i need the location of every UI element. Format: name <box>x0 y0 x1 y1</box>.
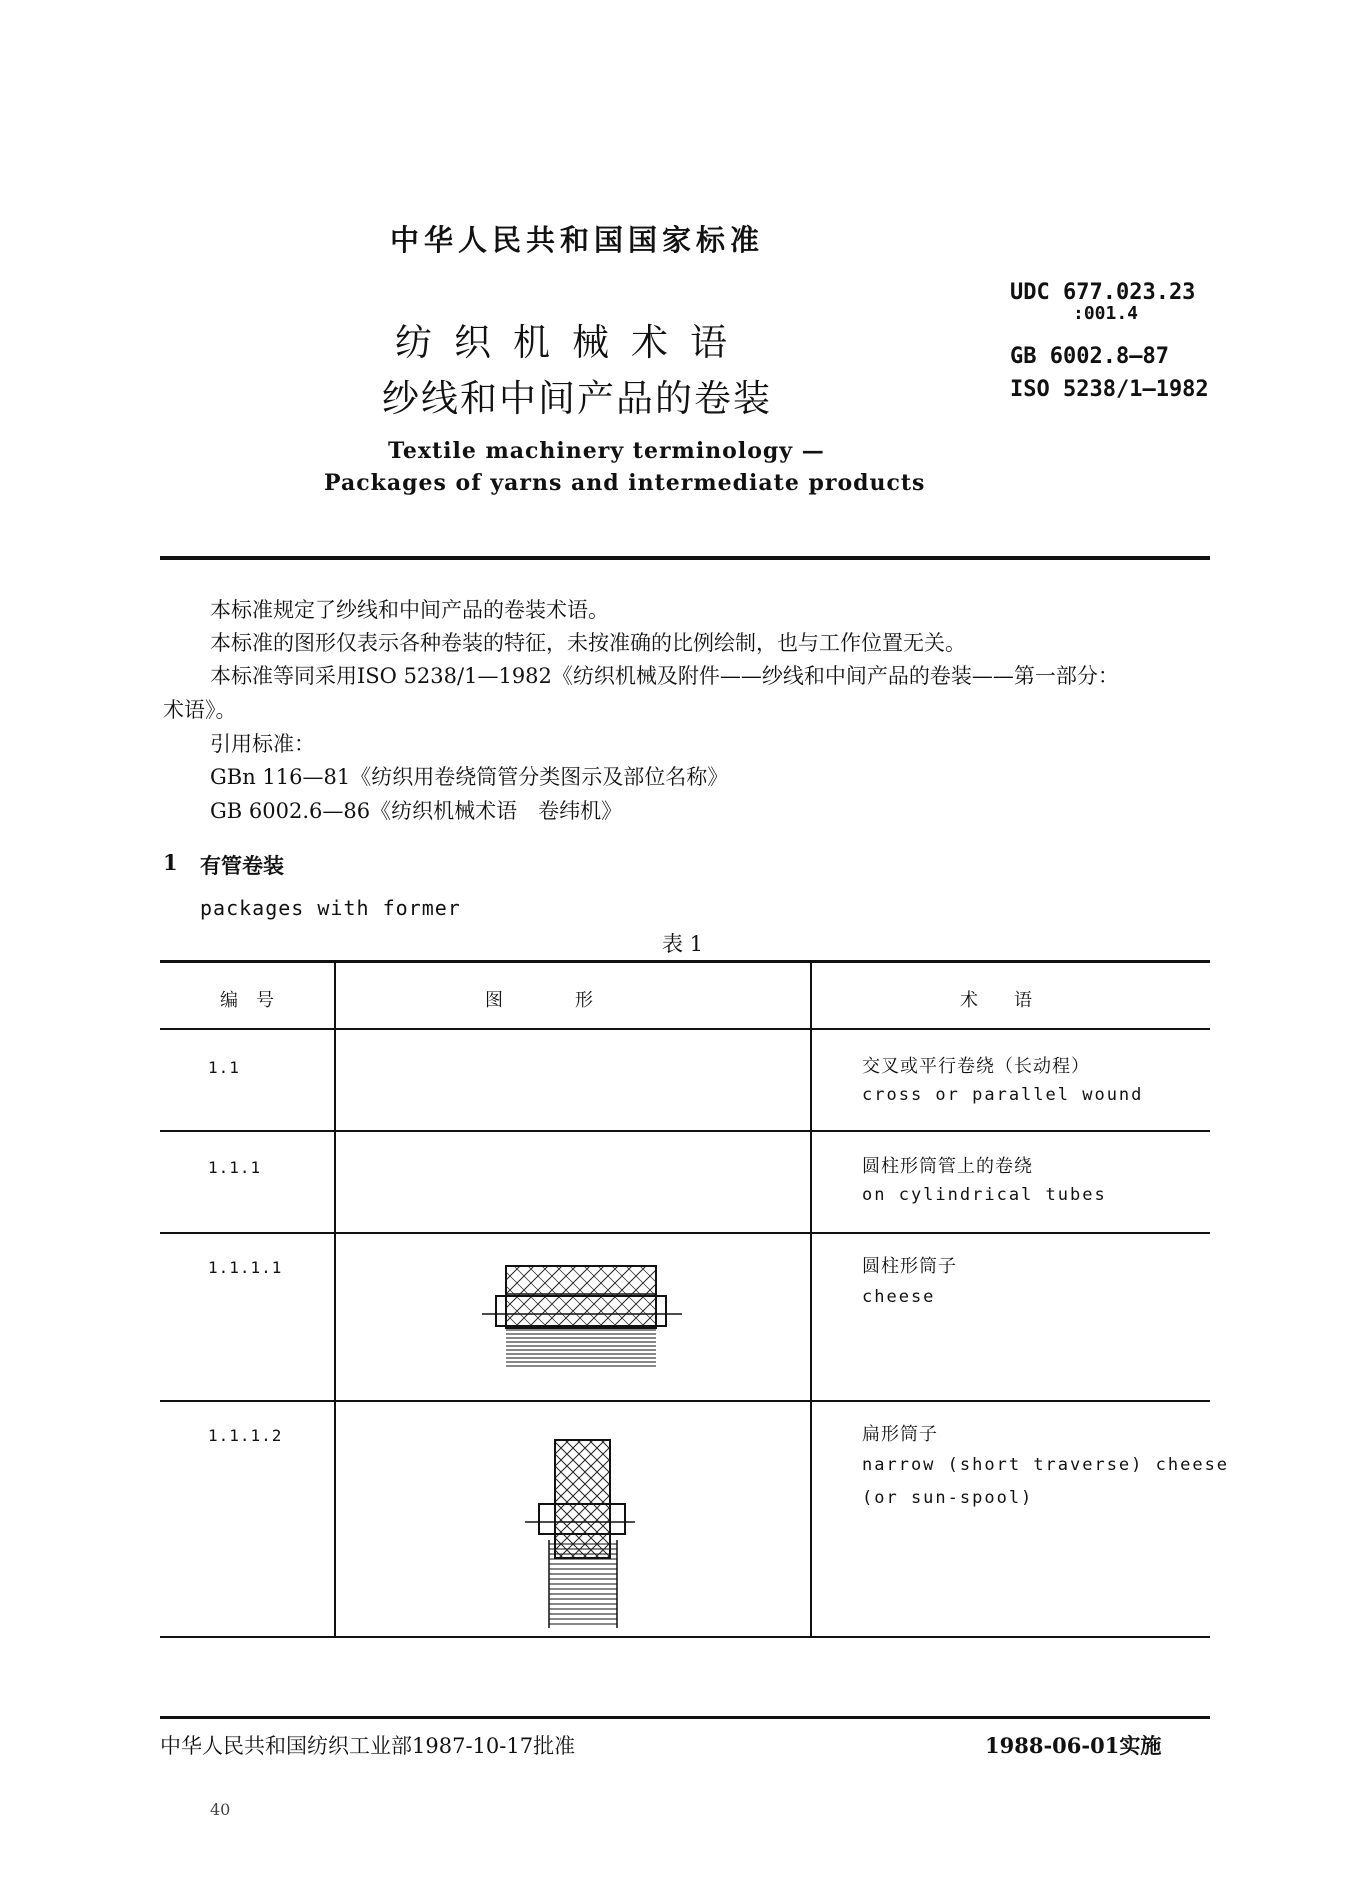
effective-date: 1988-06-01实施 <box>985 1733 1162 1758</box>
gb-code: GB 6002.8—87 <box>1010 344 1169 369</box>
title-english-line1: Textile machinery terminology — <box>388 438 825 464</box>
table-row-term-chinese: 交叉或平行卷绕（长动程） <box>862 1056 1090 1077</box>
issuing-organization: 中华人民共和国国家标准 <box>390 223 765 257</box>
section-title-chinese: 有管卷装 <box>200 853 284 878</box>
table-row-term-english: cross or parallel wound <box>862 1085 1144 1105</box>
approval-statement: 中华人民共和国纺织工业部1987-10-17批准 <box>160 1734 576 1758</box>
table-column-divider <box>810 962 812 1638</box>
intro-paragraph-1: 本标准规定了纱线和中间产品的卷装术语。 <box>210 598 609 622</box>
header-divider <box>160 556 1210 560</box>
title-chinese-line1: 纺织机械术语 <box>395 321 749 364</box>
title-chinese-line2: 纱线和中间产品的卷装 <box>382 377 772 420</box>
table-row-number: 1.1.1 <box>208 1158 262 1177</box>
cheese-figure <box>482 1262 682 1372</box>
table-row-number: 1.1 <box>208 1058 240 1077</box>
referenced-standards-label: 引用标准： <box>210 732 315 756</box>
table-header-term: 术 语 <box>960 990 1032 1011</box>
udc-code-continuation: :001.4 <box>1073 303 1139 324</box>
referenced-standard-1: GBn 116—81《纺织用卷绕筒管分类图示及部位名称》 <box>210 765 729 789</box>
intro-paragraph-3: 本标准等同采用ISO 5238/1—1982《纺织机械及附件——纱线和中间产品的卷装——第一部分： <box>210 664 1119 688</box>
table-caption: 表 1 <box>662 932 704 956</box>
table-row-rule <box>160 1400 1210 1402</box>
table-row-term-english: narrow (short traverse) cheese <box>862 1455 1230 1475</box>
table-row-rule <box>160 1130 1210 1132</box>
narrow-cheese-figure <box>525 1436 635 1636</box>
table-row-number: 1.1.1.1 <box>208 1258 283 1277</box>
table-row-term-chinese: 圆柱形筒子 <box>862 1256 957 1277</box>
section-title-english: packages with former <box>200 896 461 920</box>
table-column-divider <box>334 962 336 1638</box>
iso-code: ISO 5238/1—1982 <box>1010 377 1209 402</box>
table-row-number: 1.1.1.2 <box>208 1426 283 1445</box>
intro-paragraph-3-continuation: 术语》。 <box>163 698 237 722</box>
title-english-line2: Packages of yarns and intermediate products <box>324 470 926 496</box>
table-row-rule <box>160 1232 1210 1234</box>
table-row-term-english: cheese <box>862 1287 936 1307</box>
page-number: 40 <box>210 1800 231 1819</box>
table-bottom-rule <box>160 1636 1210 1638</box>
table-row-term-chinese: 圆柱形筒管上的卷绕 <box>862 1156 1033 1177</box>
table-row-term-english-continuation: (or sun-spool) <box>862 1488 1034 1508</box>
intro-paragraph-2: 本标准的图形仅表示各种卷装的特征，未按准确的比例绘制，也与工作位置无关。 <box>210 631 966 655</box>
table-header-number: 编 号 <box>220 990 274 1011</box>
table-row-term-chinese: 扁形筒子 <box>862 1424 938 1445</box>
referenced-standard-2: GB 6002.6—86《纺织机械术语 卷纬机》 <box>210 799 623 823</box>
section-number: 1 <box>163 850 178 875</box>
table-row-term-english: on cylindrical tubes <box>862 1185 1107 1205</box>
footer-divider <box>160 1716 1210 1719</box>
table-header-figure: 图 形 <box>485 990 593 1011</box>
table-header-rule <box>160 1028 1210 1030</box>
udc-code: UDC 677.023.23 <box>1010 280 1196 305</box>
table-top-rule <box>160 960 1210 963</box>
